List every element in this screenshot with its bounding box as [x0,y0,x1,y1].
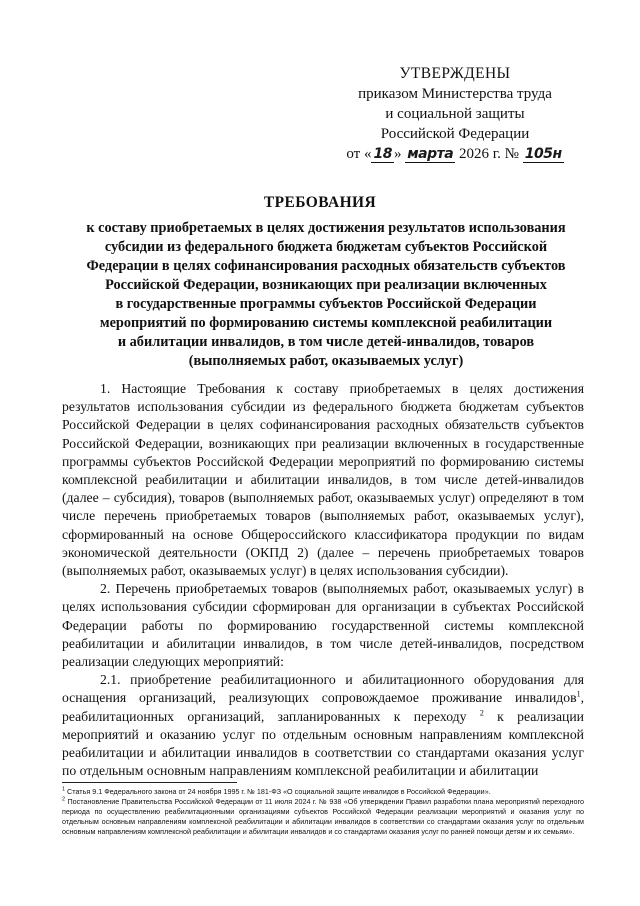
handwritten-order-number: 105н [524,146,562,162]
footnote-1-text: Статья 9.1 Федерального закона от 24 ноября 1995 г. № 181-ФЗ «О социальной защите инвалидов в Российской Федерации». [65,787,491,796]
footnote-ref-2[interactable]: 2 [479,708,484,718]
footnote-1 [62,787,584,797]
paragraph-2-1-part-a: 2.1. приобретение реабилитационного и абилитационного оборудования для оснащения организаций, реализующих сопровождаемое проживание инвалидов [62,672,584,706]
document-title: ТРЕБОВАНИЯ [263,194,377,211]
handwritten-month: марта [407,146,454,162]
subtitle-line: и абилитации инвалидов, в том числе детей-инвалидов, товаров [117,334,535,350]
subtitle-line: к составу приобретаемых в целях достижения результатов использования [86,220,566,236]
subtitle-line: мероприятий по формированию системы комплексной реабилитации [99,315,553,331]
paragraph-1: 1. Настоящие Требования к составу приобретаемых в целях достижения результатов использования субсидии из федерального бюджета бюджетам субъектов Российской Федерации в целях софинансирования расходных обязательств субъектов Российской Федерации, возникающих при реализации включенных в государственные программы субъектов Российской Федерации мероприятий по формированию системы комплексной реабилитации и абилитации инвалидов, в том числе детей-инвалидов (далее – субсидия), товаров (выполняемых работ, оказываемых услуг) определяют в том числе перечень приобретаемых товаров (выполняемых работ, оказываемых услуг), сформированный на основе Общероссийского классификатора продукции по видам экономической деятельности (ОКПД 2) (далее – перечень приобретаемых товаров (выполняемых работ, оказываемых услуг) в целях использования субсидии). [62,381,584,579]
date-year: 2026 г. № [455,146,523,162]
paragraph-2-1 [62,671,584,780]
date-prefix: от « [346,146,372,162]
document-body [62,380,584,780]
approval-heading: УТВЕРЖДЕНЫ [399,65,511,82]
paragraph-2-1-part-c: к реализации мероприятий и оказанию услуг по отдельным основным направлениям комплексной реабилитации и абилитации инвалидов в соответствии со стандартами оказания услуг по отдельным основным направлениям комплексной реабилитации и абилитации [62,708,584,779]
subtitle-line: (выполняемых работ, оказываемых услуг) [188,353,464,369]
footnote-1-mark: 1 [62,786,66,793]
footnote-2-text: Постановление Правительства Российской Федерации от 11 июля 2024 г. № 938 «Об утверждении Правил разработки плана мероприятий переходного периода по осуществлению реабилитационными организациями субъектов Российской Федерации реализации мероприятий и оказания услуг по отдельным основным направлениям комплексной реабилитации и абилитации инвалидов в соответствии со стандартами оказания услуг по отдельным основным направлениям комплексной реабилитации и абилитации инвалидов и со стандартами оказания услуг по ранней помощи детям и их семьям». [62,797,584,836]
document-subtitle [70,219,582,371]
footnote-divider [62,782,237,783]
footnote-ref-1[interactable]: 1 [576,689,581,699]
approval-block [335,64,575,164]
subtitle-line: Федерации в целях софинансирования расходных обязательств субъектов [86,258,566,274]
subtitle-line: субсидии из федерального бюджета бюджетам субъектов Российской [104,239,548,255]
handwritten-day: 18 [373,146,392,162]
paragraph-2: 2. Перечень приобретаемых товаров (выполняемых работ, оказываемых услуг) в целях использования субсидии сформирован для организации в субъектах Российской Федерации работы по формированию государственной системы комплексной реабилитации и абилитации инвалидов, в том числе детей-инвалидов, посредством реализации следующих мероприятий: [62,581,584,670]
subtitle-line: в государственные программы субъектов Российской Федерации [115,296,537,312]
approval-date-line [335,144,575,164]
footnote-2 [62,797,584,837]
footnotes [62,787,584,837]
paragraph-2-1-part-b: , реабилитационных организаций, запланированных к переходу [62,690,584,724]
date-mid: » [393,146,406,162]
approval-line-3: Российской Федерации [380,126,530,142]
subtitle-line: Российской Федерации, возникающих при реализации включенных [105,277,547,293]
footnote-2-mark: 2 [62,796,66,803]
approval-line-2: и социальной защиты [385,106,525,122]
approval-line-1: приказом Министерства труда [358,86,552,102]
